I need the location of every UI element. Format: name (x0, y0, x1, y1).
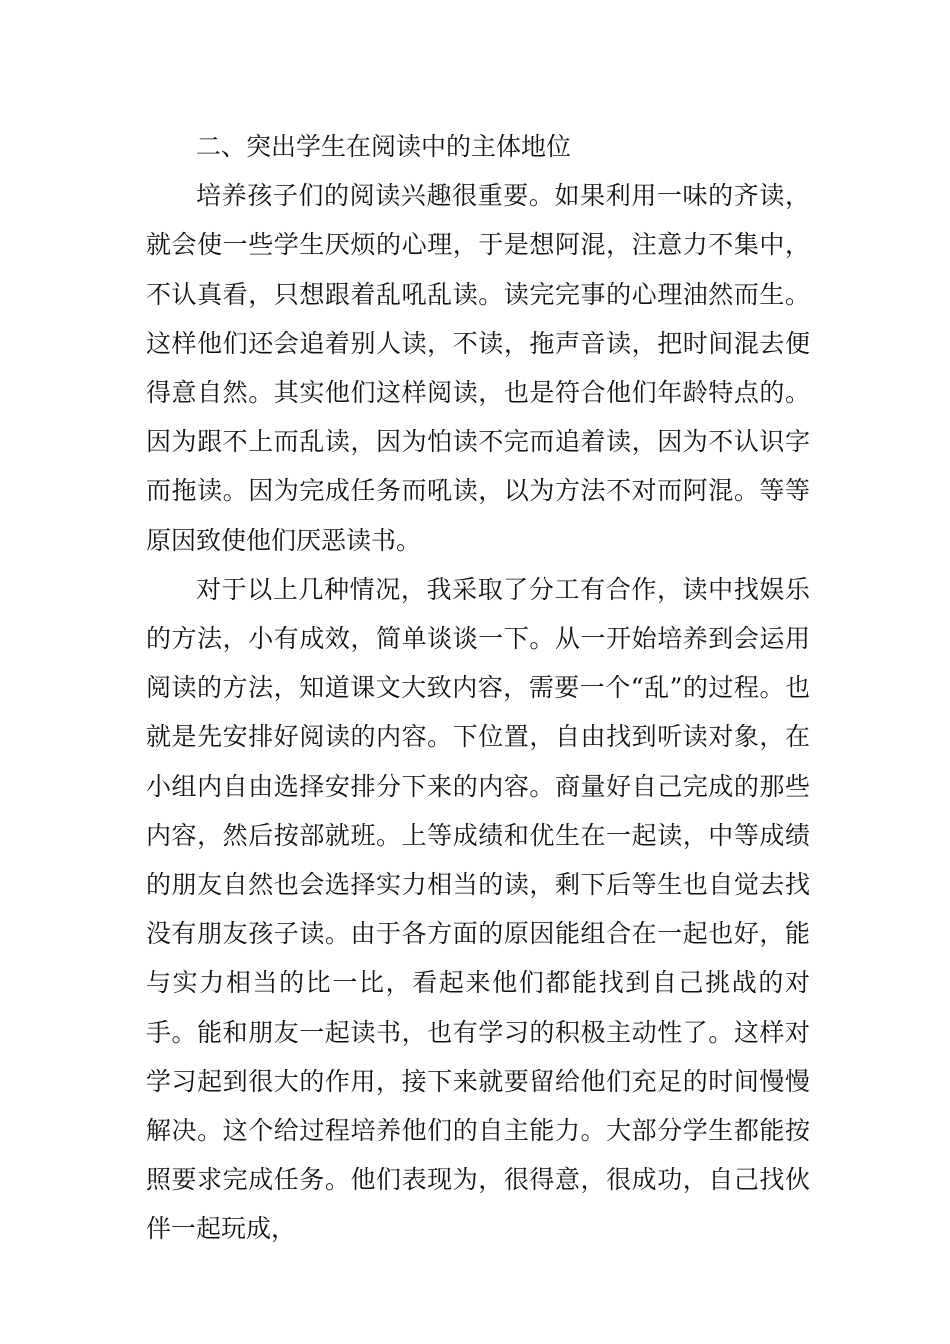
paragraph-1: 培养孩子们的阅读兴趣很重要。如果利用一味的齐读，就会使一些学生厌烦的心理，于是想阿混，注意力不集中，不认真看，只想跟着乱吼乱读。读完完事的心理油然而生。这样他们还会追着别人读，不读，拖声音读，把时间混去便得意自然。其实他们这样阅读，也是符合他们年龄特点的。因为跟不上而乱读，因为怕读不完而追着读，因为不认识字而拖读。因为完成任务而吼读，以为方法不对而阿混。等等原因致使他们厌恶读书。 (146, 181, 810, 555)
section-heading: 二、突出学生在阅读中的主体地位 (196, 132, 572, 161)
paragraph-2: 对于以上几种情况，我采取了分工有合作，读中找娱乐的方法，小有成效，简单谈谈一下。从一开始培养到会运用阅读的方法，知道课文大致内容，需要一个“乱”的过程。也就是先安排好阅读的内容。下位置，自由找到听读对象，在小组内自由选择安排分下来的内容。商量好自己完成的那些内容，然后按部就班。上等成绩和优生在一起读，中等成绩的朋友自然也会选择实力相当的读，剩下后等生也自觉去找没有朋友孩子读。由于各方面的原因能组合在一起也好，能与实力相当的比一比，看起来他们都能找到自己挑战的对手。能和朋友一起读书，也有学习的积极主动性了。这样对学习起到很大的作用，接下来就要留给他们充足的时间慢慢解决。这个给过程培养他们的自主能力。大部分学生都能按照要求完成任务。他们表现为，很得意，很成功，自己找伙伴一起玩成， (146, 574, 810, 1244)
document-body (146, 122, 810, 1254)
